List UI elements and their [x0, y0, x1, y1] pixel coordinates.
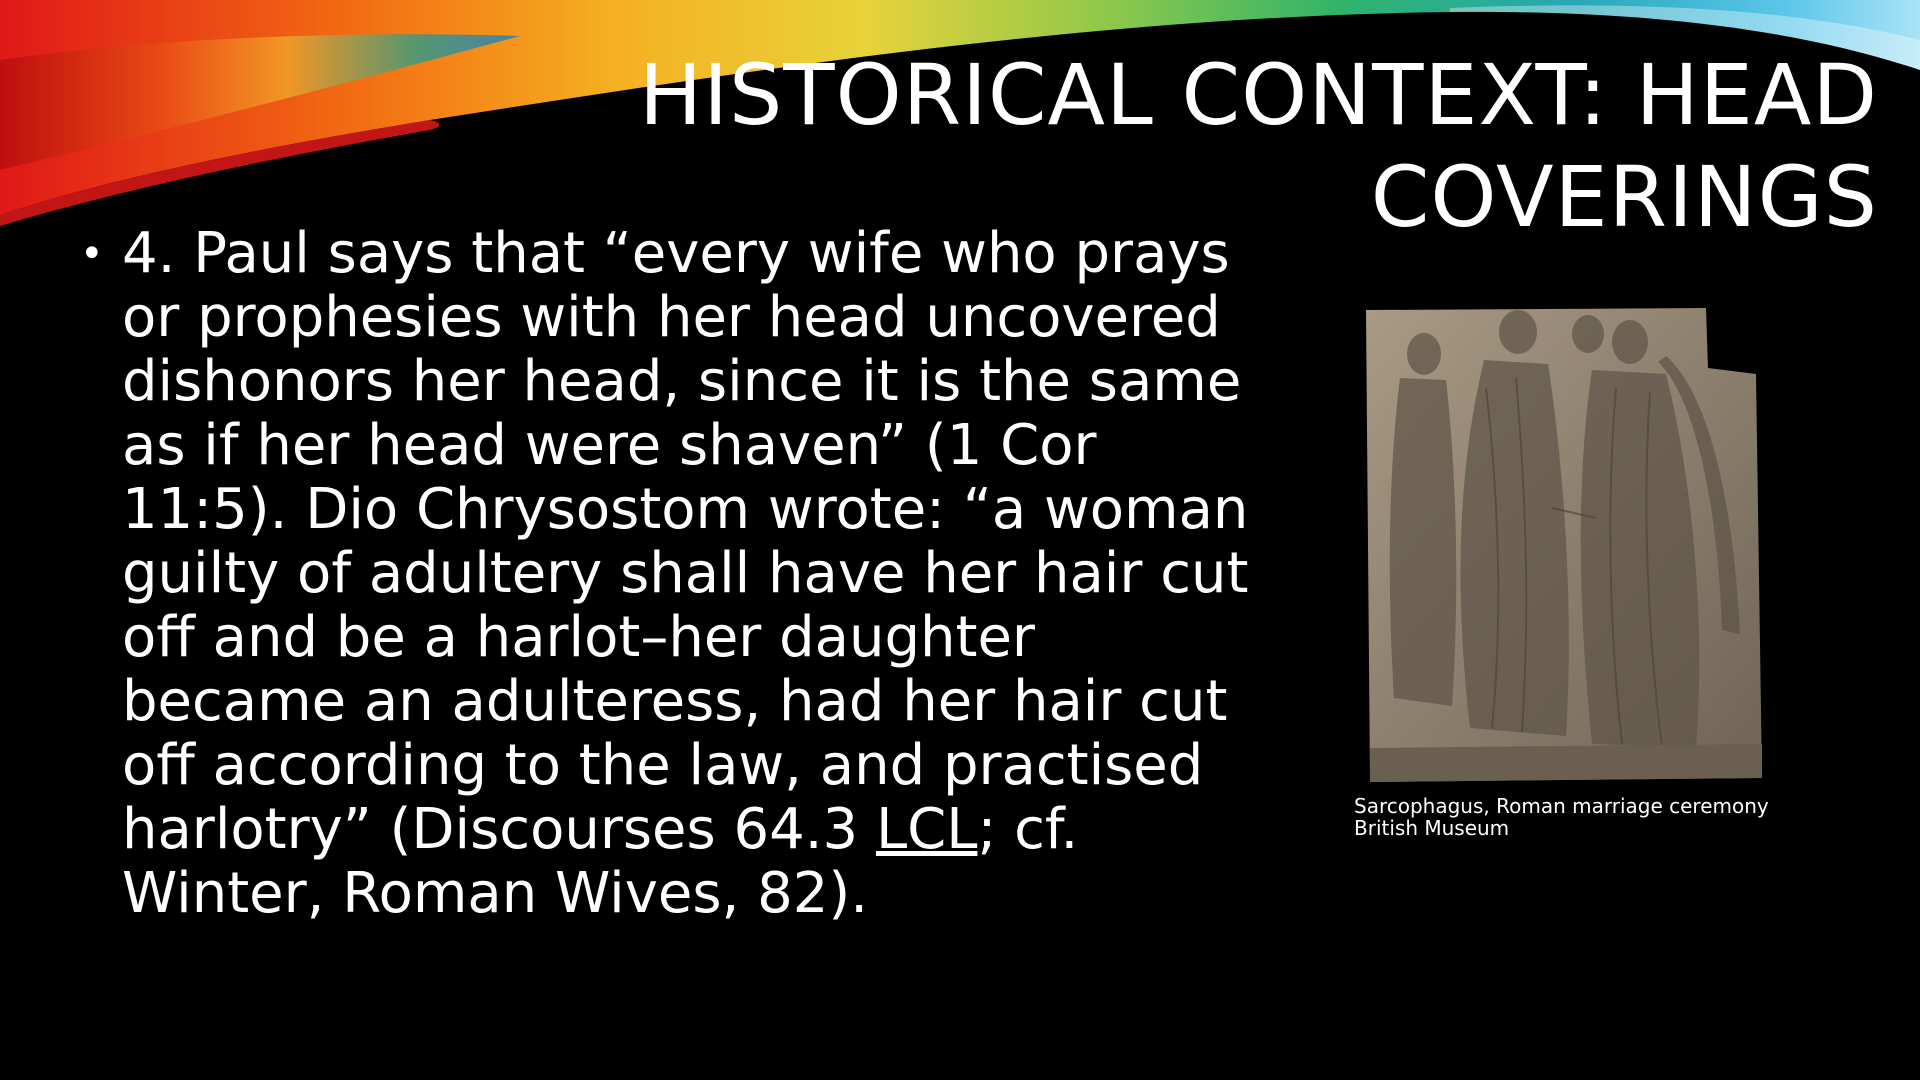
- bullet-list: [80, 222, 1260, 926]
- lcl-link[interactable]: LCL: [875, 797, 978, 862]
- caption-source: British Museum: [1354, 816, 1510, 840]
- bullet-item-1: [122, 222, 1260, 926]
- bullet-text-tail: ; cf. Winter, Roman Wives, 82).: [122, 797, 1079, 926]
- slide-title: HISTORICAL CONTEXT: HEAD COVERINGS: [639, 46, 1878, 246]
- image-caption: [1354, 795, 1874, 839]
- bullet-text: 4. Paul says that “every wife who prays or prophesies with her head uncovered dishonors her head, since it is the same as if her head were shaven” (1 Cor 11:5). Dio Chrysostom wrote: “a woman guilty of adultery shall have her hair cut off and be a harlot–her daughter became an adulteress, had her hair cut off according to the law, and practised harlotry” (Discourses 64.3: [122, 221, 1249, 862]
- caption-title: Sarcophagus, Roman marriage ceremony: [1354, 794, 1769, 818]
- bullet-marker: •: [80, 231, 104, 277]
- sarcophagus-relief-image: [1366, 308, 1762, 782]
